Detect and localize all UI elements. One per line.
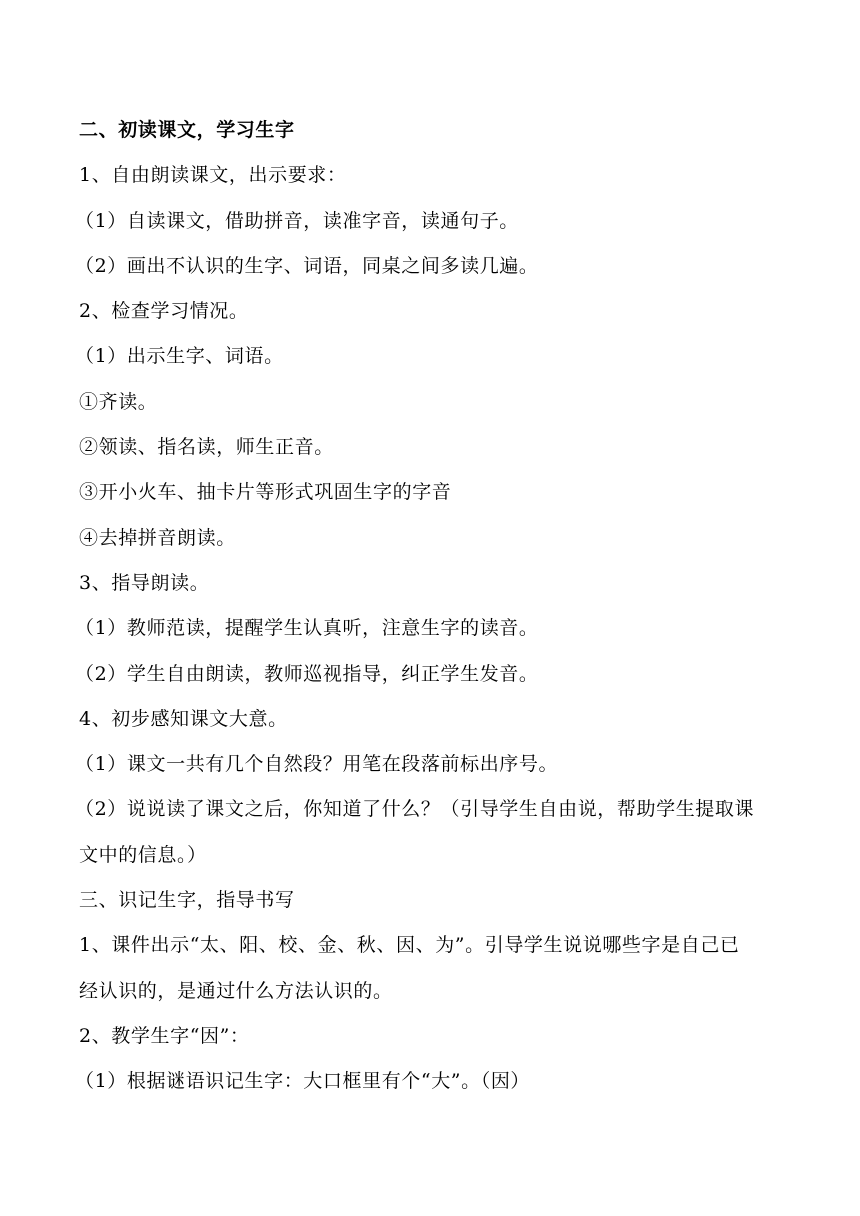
char-step-2: 2、教学生字“因”： [79,1024,250,1047]
step-1-item-2: （2）画出不认识的生字、词语，同桌之间多读几遍。 [75,254,539,277]
step-4-text-meaning: 4、初步感知课文大意。 [79,707,288,730]
step-1-free-reading: 1、自由朗读课文，出示要求： [79,164,347,187]
char-step-2-item-1: （1）根据谜语识记生字：大口框里有个“大”。（因） [75,1070,531,1093]
char-step-1: 1、课件出示“太、阳、校、金、秋、因、为”。引导学生说说哪些字是自己已 [79,934,740,957]
step-2-item-1: （1）出示生字、词语。 [75,345,284,368]
step-2-substep-1: ①齐读。 [79,390,158,413]
step-4-item-2: （2）说说读了课文之后，你知道了什么？（引导学生自由说，帮助学生提取课 [75,798,755,821]
step-2-substep-3: ③开小火车、抽卡片等形式巩固生字的字音 [79,481,452,504]
step-3-item-2: （2）学生自由朗读，教师巡视指导，纠正学生发音。 [75,662,539,685]
step-2-substep-4: ④去掉拼音朗读。 [79,526,236,549]
document-body [75,108,784,1105]
step-4-item-2-continued: 文中的信息。） [79,843,207,866]
step-1-item-1: （1）自读课文，借助拼音，读准字音，读通句子。 [75,209,519,232]
step-3-guided-reading: 3、指导朗读。 [79,571,210,594]
section-heading-characters: 三、识记生字，指导书写 [79,889,295,912]
step-2-substep-2: ②领读、指名读，师生正音。 [79,436,334,459]
section-heading-first-reading: 二、初读课文，学习生字 [79,119,295,141]
char-step-1-continued: 经认识的，是通过什么方法认识的。 [79,979,393,1002]
step-2-check-learning: 2、检查学习情况。 [79,300,249,323]
step-3-item-1: （1）教师范读，提醒学生认真听，注意生字的读音。 [75,617,539,640]
step-4-item-1: （1）课文一共有几个自然段？用笔在段落前标出序号。 [75,753,559,776]
